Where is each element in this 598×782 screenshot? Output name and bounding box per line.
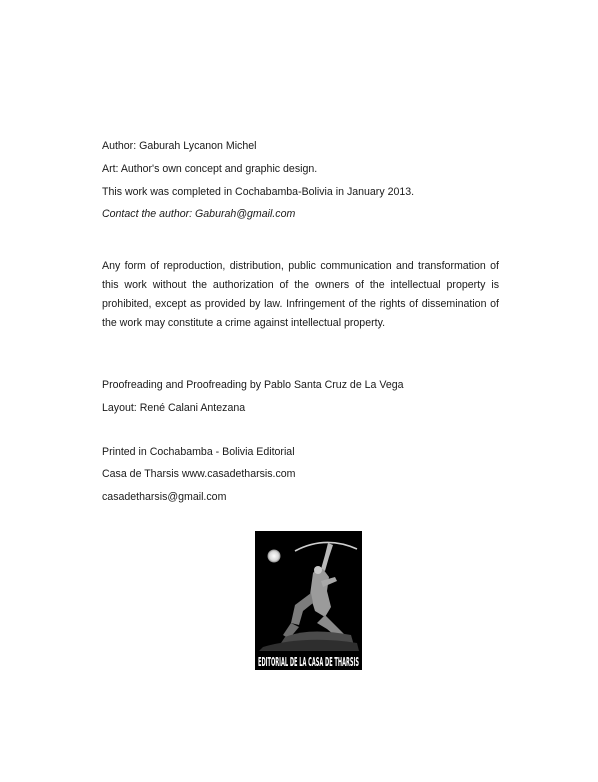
publisher-logo-art bbox=[255, 531, 362, 670]
publisher-logo bbox=[255, 531, 362, 670]
moon-icon bbox=[268, 550, 281, 563]
legal-notice-paragraph: Any form of reproduction, distribution, public communication and transformation of this work without the authorization of the owners of the intellectual property is prohibited, except as provided by law. Infringement of the rights of dissemination of the work may constitute a crime against intellectual property. bbox=[102, 260, 499, 329]
proofreading-line: Proofreading and Proofreading by Pablo Santa Cruz de La Vega bbox=[102, 379, 404, 391]
author-line: Author: Gaburah Lycanon Michel bbox=[102, 140, 257, 152]
completion-line: This work was completed in Cochabamba-Bolivia in January 2013. bbox=[102, 186, 415, 198]
printed-line: Printed in Cochabamba - Bolivia Editorial bbox=[102, 446, 295, 458]
art-line: Art: Author's own concept and graphic design. bbox=[102, 163, 318, 175]
website-line: Casa de Tharsis www.casadetharsis.com bbox=[102, 468, 296, 480]
contact-line: Contact the author: Gaburah@gmail.com bbox=[102, 208, 296, 220]
layout-line: Layout: René Calani Antezana bbox=[102, 402, 246, 414]
logo-caption: EDITORIAL DE LA CASA DE THARSIS bbox=[258, 654, 359, 669]
email-line: casadetharsis@gmail.com bbox=[102, 491, 227, 503]
